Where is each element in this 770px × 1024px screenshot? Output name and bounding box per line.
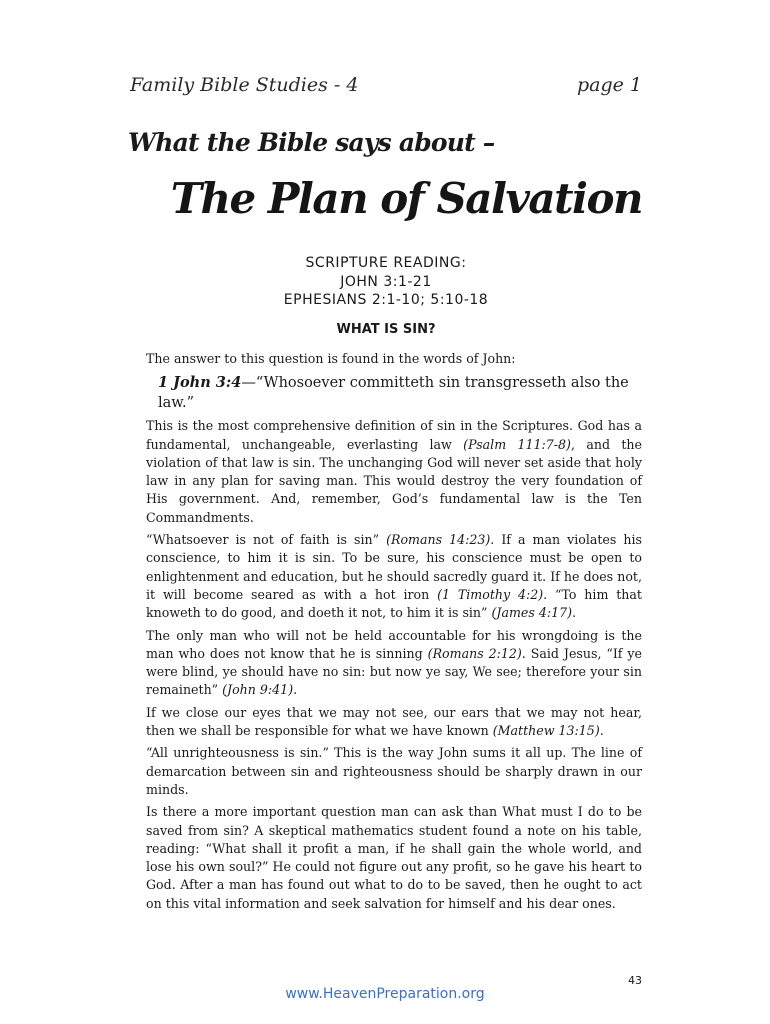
p2-text-b: . If a man violates his conscience, to him it is sin. To be sure, his conscience must be open to enlightenment and education, but he should sacredly guard it. If he does not, it will become seared as with a hot iron [146,532,642,602]
paragraph-3 [146,627,642,700]
scripture-heading: SCRIPTURE READING: [305,255,467,271]
p3-citation-1: (Romans 2:12) [427,645,522,661]
page-number: 43 [628,974,642,987]
page-label: page 1 [576,74,642,96]
scripture-reading [130,254,642,310]
p3-text-c: . [293,682,298,698]
p4-citation: (Matthew 13:15) [492,723,600,739]
p1-text-b: , and the violation of that law is sin. The unchanging God will never set aside that holy law in any plan for saving man. This would destroy the very foundation of His government. And, remember, God’s fundamental law is the Ten Commandments. [146,436,642,525]
scripture-quote [158,373,642,413]
body-text [146,350,642,917]
p2-text-d: . [572,605,577,621]
running-header [130,74,642,104]
p3-text-a: The only man who will not be held accountable for his wrongdoing is the man who does not know that he is sinning [146,627,642,661]
paragraph-5: “All unrighteousness is sin.” This is the way John sums it all up. The line of demarcation between sin and righteousness should be sharply drawn in our minds. [146,745,642,797]
scripture-line-1: JOHN 3:1-21 [340,273,432,290]
p2-text-a: “Whatsoever is not of faith is sin” [146,532,387,548]
p2-text-c: . “To him that knoweth to do good, and doeth it not, to him it is sin” [146,586,642,621]
scripture-line-2: EPHESIANS 2:1-10; 5:10-18 [283,292,489,308]
paragraph-1 [146,417,642,527]
quote-reference: 1 John 3:4 [158,374,242,392]
paragraph-4 [146,704,642,741]
p4-text-a: If we close our eyes that we may not see, our ears that we may not hear, then we shall be responsible for what we have known [146,704,642,739]
p3-text-b: . Said Jesus, “If ye were blind, ye should have no sin: but now ye say, We see; therefore your sin remaineth” [146,645,642,698]
website-link[interactable]: www.HeavenPreparation.org [285,986,485,1002]
section-heading: WHAT IS SIN? [336,322,436,337]
paragraph-2 [146,531,642,622]
p1-text-a: This is the most comprehensive definition of sin in the Scriptures. God has a fundamental, unchangeable, everlasting law [146,418,642,452]
p1-citation: (Psalm 111:7-8) [463,436,571,452]
paragraph-6: Is there a more important question man can ask than What must I do to be saved from sin? A skeptical mathematics student found a note on his table, reading: “What shall it profit a man, if he shall gain the whole world, and lose his own soul?” He could not figure out any profit, so he gave his heart to God. After a man has found out what to do to be saved, then he ought to act on this vital information and seek salvation for himself and his dear ones. [146,804,642,911]
page-title: The Plan of Salvation [170,174,642,223]
p2-citation-2: (1 Timothy 4:2) [437,586,544,602]
p4-text-b: . [599,723,604,739]
intro-paragraph: The answer to this question is found in the words of John: [146,351,516,366]
series-title: Family Bible Studies - 4 [130,74,359,96]
p3-citation-2: (John 9:41) [222,682,294,698]
page-pretitle: What the Bible says about – [128,128,495,157]
p2-citation-1: (Romans 14:23) [386,532,491,548]
quote-text: —“Whosoever committeth sin transgresseth also the law.” [158,375,629,412]
p2-citation-3: (James 4:17) [491,605,573,621]
